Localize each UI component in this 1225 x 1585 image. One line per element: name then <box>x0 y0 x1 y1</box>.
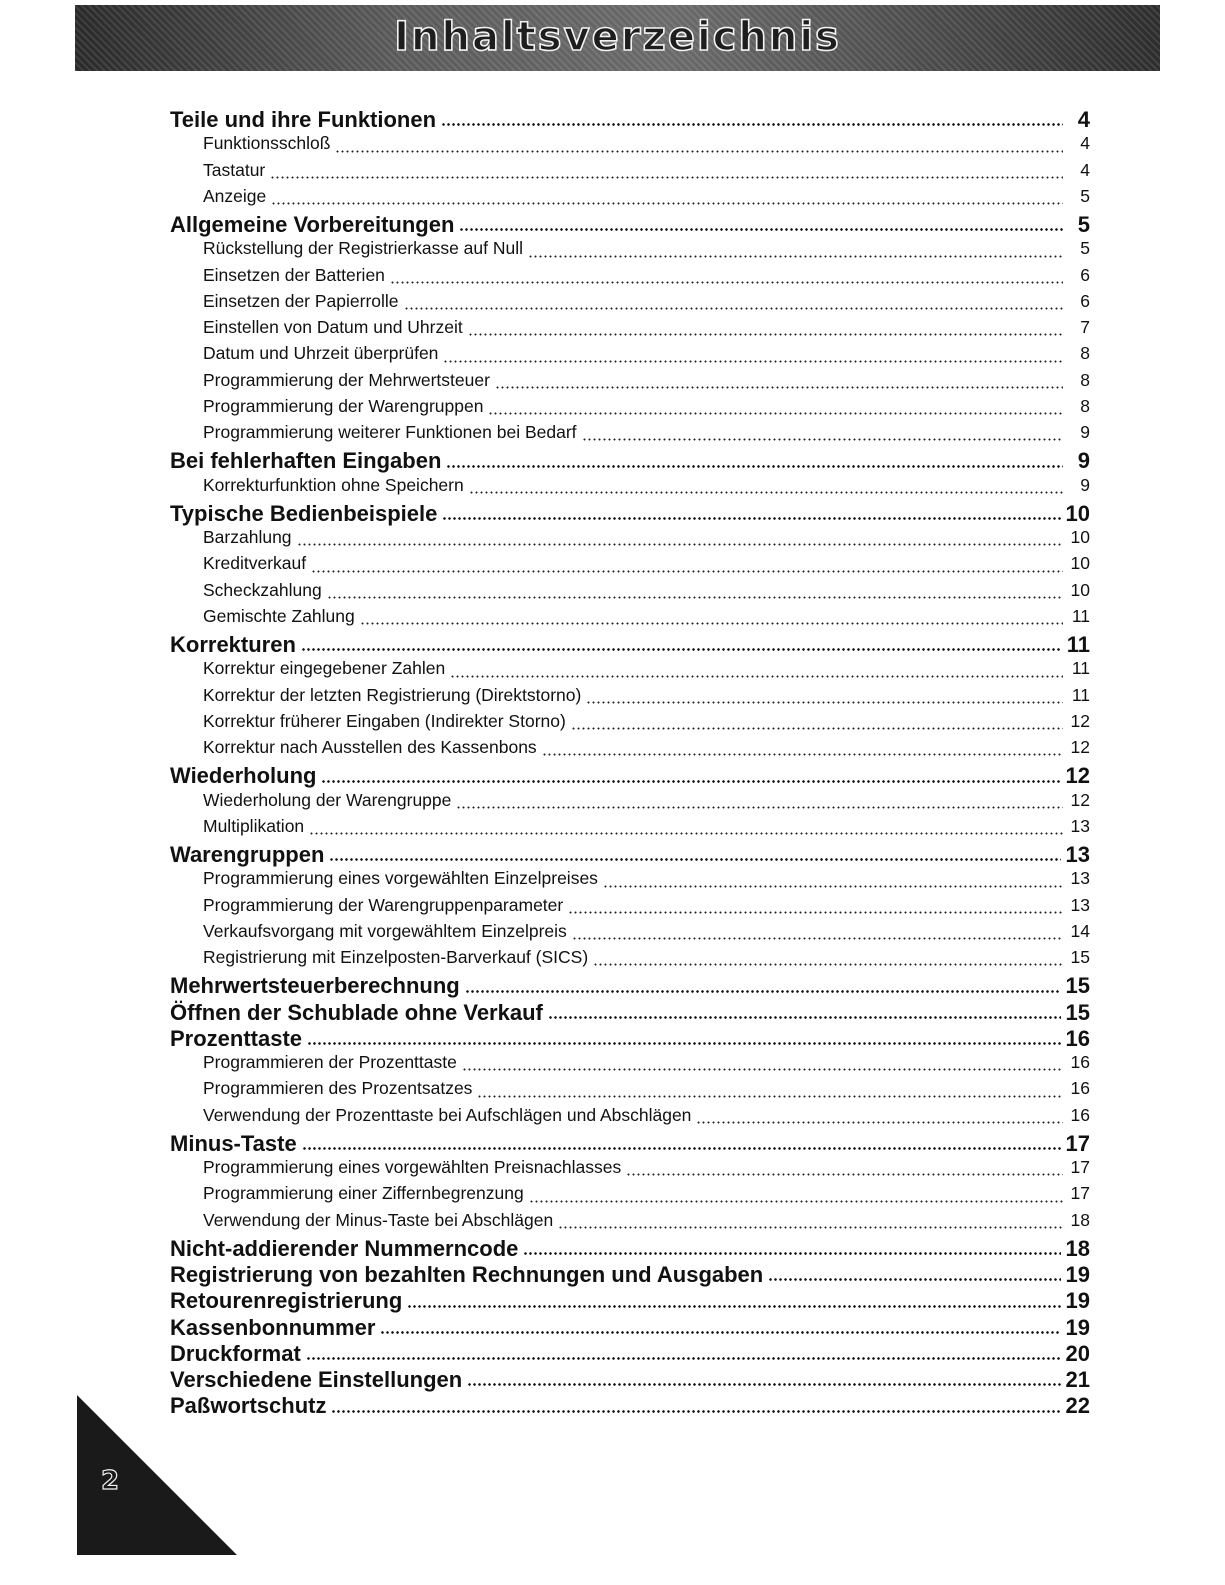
dot-leader <box>306 1357 1061 1360</box>
dot-leader <box>469 491 1063 494</box>
dot-leader <box>495 386 1063 389</box>
dot-leader <box>270 176 1063 179</box>
dot-leader <box>297 543 1063 546</box>
toc-entry-page: 12 <box>1070 737 1090 757</box>
toc-entry-page: 9 <box>1077 448 1090 474</box>
toc-subsection[interactable] <box>170 475 1090 501</box>
dot-leader <box>571 727 1063 730</box>
toc-subsection[interactable] <box>170 186 1090 212</box>
toc-entry-page: 13 <box>1070 815 1090 836</box>
toc-section[interactable] <box>170 973 1090 999</box>
toc-subsection[interactable] <box>170 343 1090 369</box>
dot-leader <box>467 1383 1060 1386</box>
toc-entry-page: 10 <box>1070 527 1090 547</box>
dot-leader <box>568 911 1063 914</box>
toc-entry-page: 20 <box>1065 1340 1090 1366</box>
toc-subsection[interactable] <box>170 553 1090 579</box>
toc-entry-title: Einsetzen der Batterien <box>203 264 385 285</box>
header-bar <box>75 5 1160 71</box>
toc-entry-page: 16 <box>1070 1104 1090 1125</box>
toc-entry-page: 11 <box>1071 658 1090 679</box>
dot-leader <box>696 1121 1063 1124</box>
toc-entry-title: Wiederholung der Warengruppe <box>203 789 452 810</box>
toc-entry-page: 5 <box>1080 185 1090 206</box>
toc-section[interactable] <box>170 1288 1090 1314</box>
toc-entry-title: Mehrwertsteuerberechnung <box>170 973 460 999</box>
toc-section[interactable] <box>170 1236 1090 1262</box>
toc-subsection[interactable] <box>170 580 1090 606</box>
dot-leader <box>558 1226 1063 1229</box>
toc-entry-title: Wiederholung <box>170 763 317 789</box>
toc-entry-title: Typische Bedienbeispiele <box>170 500 438 526</box>
toc-entry-page: 8 <box>1080 395 1090 416</box>
toc-entry-title: Programmierung eines vorgewählten Preisnachlasses <box>203 1157 622 1177</box>
toc-entry-title: Korrektur nach Ausstellen des Kassenbons <box>203 737 537 757</box>
toc-entry-page: 16 <box>1070 1078 1090 1099</box>
toc-entry-page: 13 <box>1070 894 1090 915</box>
toc-entry-title: Multiplikation <box>203 815 305 836</box>
toc-entry-title: Verkaufsvorgang mit vorgewähltem Einzelpreis <box>203 920 567 941</box>
toc-entry-title: Paßwortschutz <box>170 1393 327 1419</box>
toc-entry-page: 10 <box>1070 553 1090 574</box>
toc-subsection[interactable] <box>170 160 1090 186</box>
dot-leader <box>404 307 1063 310</box>
dot-leader <box>443 360 1063 363</box>
toc-entry-title: Einsetzen der Papierrolle <box>203 290 399 311</box>
dot-leader <box>329 858 1060 861</box>
toc-section[interactable] <box>170 1315 1090 1341</box>
toc-entry-page: 9 <box>1080 422 1090 442</box>
toc-section[interactable] <box>170 763 1090 789</box>
toc-entry-page: 6 <box>1080 264 1090 285</box>
toc-entry-title: Programmierung einer Ziffernbegrenzung <box>203 1183 524 1204</box>
toc-entry-title: Registrierung von bezahlten Rechnungen und Ausgaben <box>170 1262 764 1287</box>
dot-leader <box>459 228 1063 231</box>
toc-entry-title: Kassenbonnummer <box>170 1314 376 1340</box>
toc-entry-title: Registrierung mit Einzelposten-Barverkauf (SICS) <box>203 947 589 967</box>
dot-leader <box>380 1331 1060 1334</box>
toc-entry-title: Programmierung der Warengruppenparameter <box>203 894 564 915</box>
toc-entry-page: 19 <box>1065 1314 1090 1340</box>
toc-entry-page: 14 <box>1070 920 1090 941</box>
toc-entry-title: Programmierung der Mehrwertsteuer <box>203 369 490 390</box>
toc-section[interactable] <box>170 212 1090 238</box>
toc-entry-page: 16 <box>1070 1052 1090 1072</box>
toc-entry-title: Programmieren der Prozenttaste <box>203 1052 457 1072</box>
toc-subsection[interactable] <box>170 422 1090 448</box>
toc-entry-title: Programmierung weiterer Funktionen bei Bedarf <box>203 422 577 442</box>
dot-leader <box>311 570 1063 573</box>
dot-leader <box>586 701 1063 704</box>
toc-section[interactable] <box>170 842 1090 868</box>
toc-entry-title: Warengruppen <box>170 842 325 867</box>
dot-leader <box>301 648 1062 651</box>
toc-subsection[interactable] <box>170 1210 1090 1236</box>
toc-section[interactable] <box>170 632 1090 658</box>
toc-entry-title: Minus-Taste <box>170 1130 297 1156</box>
dot-leader <box>446 465 1063 468</box>
toc-entry-page: 10 <box>1070 579 1090 600</box>
dot-leader <box>548 1016 1061 1019</box>
dot-leader <box>626 1173 1063 1176</box>
toc-entry-title: Scheckzahlung <box>203 579 322 600</box>
toc-entry-page: 5 <box>1077 212 1090 237</box>
toc-subsection[interactable] <box>170 396 1090 422</box>
dot-leader <box>477 1095 1063 1098</box>
toc-entry-page: 5 <box>1080 238 1090 259</box>
toc-section[interactable] <box>170 1393 1090 1419</box>
toc-subsection[interactable] <box>170 606 1090 632</box>
dot-leader <box>335 150 1063 153</box>
toc-subsection[interactable] <box>170 947 1090 973</box>
dot-leader <box>360 622 1063 625</box>
toc-subsection[interactable] <box>170 868 1090 894</box>
dot-leader <box>331 1410 1060 1413</box>
toc-subsection[interactable] <box>170 1078 1090 1104</box>
toc-entry-title: Teile und ihre Funktionen <box>170 107 437 132</box>
toc-subsection[interactable] <box>170 238 1090 264</box>
toc-entry-page: 13 <box>1065 842 1090 867</box>
toc-entry-page: 18 <box>1070 1209 1090 1230</box>
toc-section[interactable] <box>170 1026 1090 1052</box>
toc-entry-title: Korrekturfunktion ohne Speichern <box>203 474 464 495</box>
toc-entry-page: 16 <box>1065 1025 1090 1051</box>
toc-subsection[interactable] <box>170 1052 1090 1078</box>
toc-entry-title: Tastatur <box>203 159 266 180</box>
toc-entry-title: Korrektur früherer Eingaben (Indirekter Storno) <box>203 710 566 731</box>
dot-leader <box>593 963 1063 966</box>
toc-section[interactable] <box>170 107 1090 133</box>
toc-entry-page: 17 <box>1065 1130 1090 1156</box>
toc-section[interactable] <box>170 1000 1090 1026</box>
toc-entry-page: 15 <box>1065 999 1090 1025</box>
toc-subsection[interactable] <box>170 1183 1090 1209</box>
toc-subsection[interactable] <box>170 921 1090 947</box>
toc-entry-title: Druckformat <box>170 1340 301 1366</box>
toc-subsection[interactable] <box>170 1157 1090 1183</box>
toc-subsection[interactable] <box>170 816 1090 842</box>
toc-entry-page: 12 <box>1065 763 1090 789</box>
toc-entry-page: 13 <box>1070 868 1090 889</box>
toc-subsection[interactable] <box>170 291 1090 317</box>
dot-leader <box>309 832 1063 835</box>
dot-leader <box>528 255 1063 258</box>
toc-entry-title: Verschiedene Einstellungen <box>170 1367 463 1392</box>
toc-entry-page: 8 <box>1080 369 1090 390</box>
toc-subsection[interactable] <box>170 685 1090 711</box>
toc-entry-title: Bei fehlerhaften Eingaben <box>170 448 442 474</box>
dot-leader <box>441 123 1063 126</box>
toc-subsection[interactable] <box>170 317 1090 343</box>
toc-entry-page: 4 <box>1080 133 1090 154</box>
dot-leader <box>271 202 1063 205</box>
toc-entry-title: Korrekturen <box>170 632 296 657</box>
toc-entry-title: Programmieren des Prozentsatzes <box>203 1078 473 1099</box>
toc-entry-page: 4 <box>1077 107 1090 132</box>
toc-entry-page: 12 <box>1070 789 1090 810</box>
toc-section[interactable] <box>170 501 1090 527</box>
toc-entry-title: Einstellen von Datum und Uhrzeit <box>203 317 463 337</box>
toc-entry-page: 17 <box>1070 1183 1090 1204</box>
toc-entry-title: Prozenttaste <box>170 1025 303 1051</box>
toc-section[interactable] <box>170 1341 1090 1367</box>
toc-entry-page: 6 <box>1080 290 1090 311</box>
toc-entry-title: Anzeige <box>203 185 267 206</box>
dot-leader <box>465 990 1061 993</box>
dot-leader <box>468 333 1063 336</box>
toc-subsection[interactable] <box>170 895 1090 921</box>
toc-entry-page: 15 <box>1065 973 1090 999</box>
dot-leader <box>321 780 1060 783</box>
toc-subsection[interactable] <box>170 658 1090 684</box>
dot-leader <box>572 937 1063 940</box>
toc-entry-page: 8 <box>1080 343 1090 364</box>
dot-leader <box>450 675 1063 678</box>
toc-section[interactable] <box>170 1367 1090 1393</box>
toc-entry-title: Nicht-addierender Nummerncode <box>170 1235 519 1261</box>
toc-entry-title: Programmierung der Warengruppen <box>203 395 484 416</box>
toc-entry-title: Verwendung der Minus-Taste bei Abschlägen <box>203 1209 554 1230</box>
toc-entry-title: Verwendung der Prozenttaste bei Aufschlägen und Abschlägen <box>203 1104 692 1125</box>
toc-entry-title: Öffnen der Schublade ohne Verkauf <box>170 999 543 1025</box>
toc-entry-title: Allgemeine Vorbereitungen <box>170 212 455 237</box>
dot-leader <box>529 1200 1063 1203</box>
toc-section[interactable] <box>170 448 1090 474</box>
toc-entry-page: 11 <box>1071 605 1090 626</box>
dot-leader <box>768 1278 1060 1281</box>
toc-subsection[interactable] <box>170 711 1090 737</box>
dot-leader <box>327 596 1063 599</box>
dot-leader <box>302 1147 1061 1150</box>
dot-leader <box>407 1305 1060 1308</box>
dot-leader <box>523 1252 1060 1255</box>
dot-leader <box>307 1042 1060 1045</box>
toc-entry-title: Kreditverkauf <box>203 553 307 574</box>
toc-entry-title: Retourenregistrierung <box>170 1288 403 1314</box>
table-of-contents <box>170 107 1090 1420</box>
toc-entry-page: 17 <box>1070 1157 1090 1177</box>
toc-entry-page: 11 <box>1066 632 1090 657</box>
dot-leader <box>542 753 1063 756</box>
dot-leader <box>462 1068 1063 1071</box>
toc-entry-title: Datum und Uhrzeit überprüfen <box>203 343 439 364</box>
toc-entry-title: Barzahlung <box>203 527 292 547</box>
toc-entry-page: 19 <box>1065 1288 1090 1314</box>
toc-entry-title: Gemischte Zahlung <box>203 605 355 626</box>
toc-subsection[interactable] <box>170 737 1090 763</box>
dot-leader <box>456 806 1063 809</box>
dot-leader <box>488 412 1063 415</box>
toc-subsection[interactable] <box>170 133 1090 159</box>
toc-entry-page: 19 <box>1065 1262 1090 1287</box>
toc-entry-page: 18 <box>1065 1235 1090 1261</box>
toc-entry-page: 12 <box>1070 710 1090 731</box>
toc-section[interactable] <box>170 1131 1090 1157</box>
dot-leader <box>390 281 1063 284</box>
toc-entry-title: Programmierung eines vorgewählten Einzelpreises <box>203 868 598 889</box>
toc-entry-page: 10 <box>1065 500 1090 526</box>
toc-entry-page: 4 <box>1080 159 1090 180</box>
toc-entry-title: Funktionsschloß <box>203 133 331 154</box>
toc-subsection[interactable] <box>170 265 1090 291</box>
toc-entry-page: 15 <box>1070 947 1090 967</box>
dot-leader <box>582 438 1063 441</box>
toc-entry-page: 9 <box>1080 474 1090 495</box>
toc-entry-page: 22 <box>1065 1393 1090 1419</box>
toc-entry-title: Korrektur eingegebener Zahlen <box>203 658 446 679</box>
page-number: 2 <box>101 1466 120 1496</box>
toc-entry-title: Rückstellung der Registrierkasse auf Null <box>203 238 523 259</box>
toc-entry-page: 7 <box>1080 317 1090 337</box>
toc-entry-title: Korrektur der letzten Registrierung (Direktstorno) <box>203 684 582 705</box>
toc-entry-page: 11 <box>1071 684 1090 705</box>
toc-section[interactable] <box>170 1262 1090 1288</box>
toc-subsection[interactable] <box>170 1105 1090 1131</box>
toc-subsection[interactable] <box>170 790 1090 816</box>
toc-subsection[interactable] <box>170 370 1090 396</box>
dot-leader <box>442 517 1060 520</box>
toc-entry-page: 21 <box>1065 1367 1090 1392</box>
page-title: Inhaltsverzeichnis <box>394 14 841 60</box>
toc-subsection[interactable] <box>170 527 1090 553</box>
dot-leader <box>603 885 1063 888</box>
